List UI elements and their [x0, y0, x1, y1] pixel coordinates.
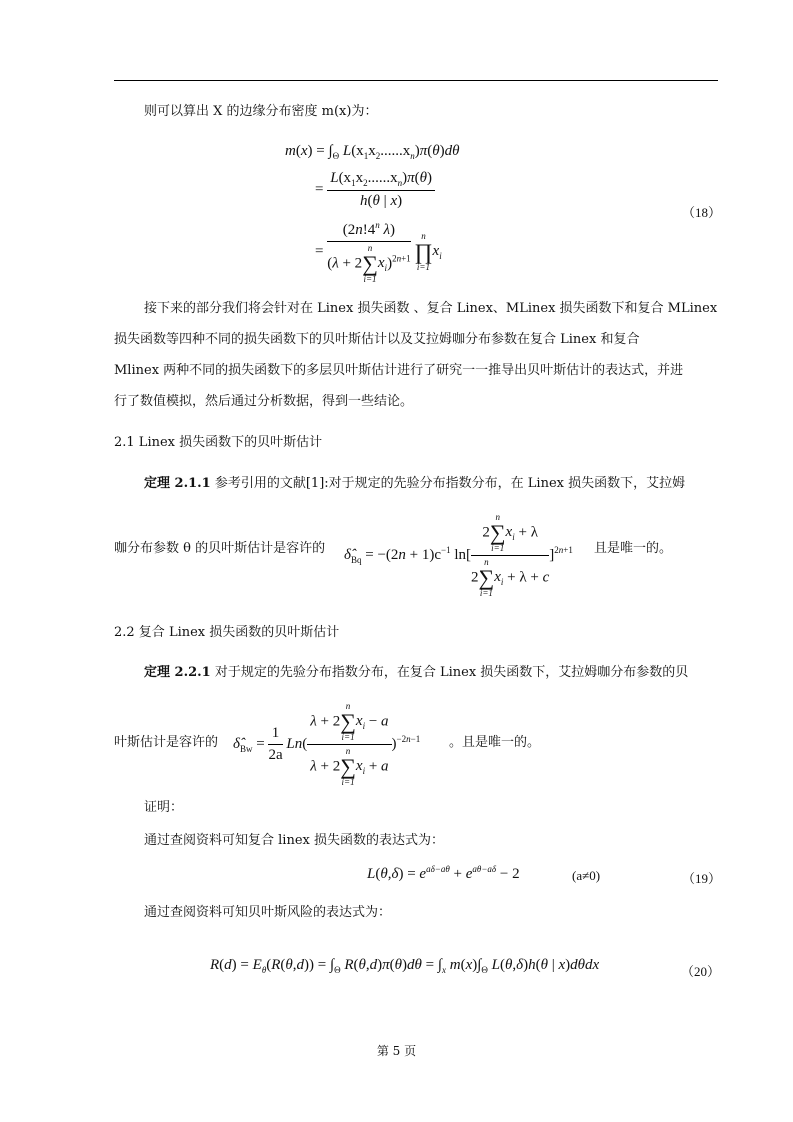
eq18-line1: $m(x) = \int_\Theta$ $L(x_1x_2......x_n)\pi(\theta)d\theta$ [285, 143, 460, 161]
header-rule [114, 80, 718, 81]
theorem-2-1-1-line-1 [144, 476, 685, 492]
theorem-2-2-1-line-2-pre: 叶斯估计是容许的 [114, 735, 219, 750]
eq20-number: （20） [681, 964, 721, 979]
section-heading-2-2: 2.2 复合 Linex 损失函数的贝叶斯估计 [114, 625, 340, 640]
main-paragraph-line-1: 接下来的部分我们将会针对在 Linex 损失函数 、复合 Linex、MLinex 损失函数下和复合 MLinex [144, 301, 718, 316]
intro-paragraph: 则可以算出 X 的边缘分布密度 m(x)为： [144, 104, 378, 119]
risk-paragraph: 通过查阅资料可知贝叶斯风险的表达式为： [144, 905, 392, 920]
main-paragraph-line-2: 损失函数等四种不同的损失函数下的贝叶斯估计以及艾拉姆咖分布参数在复合 Linex 和复合 [114, 332, 640, 347]
section-heading-2-1: 2.1 Linex 损失函数下的贝叶斯估计 [114, 435, 323, 450]
theorem-2-2-1-label: 定理 2.2.1 [144, 665, 211, 680]
main-paragraph-line-3: Mlinex 两种不同的损失函数下的多层贝叶斯估计进行了研究一一推导出贝叶斯估计的表达式，并进 [114, 363, 684, 378]
eq19-condition: (a≠0) [572, 868, 601, 883]
eq18-line2: = $\frac{L(x_1x_2......x_n)\pi(\theta)}{h(\theta | x)}$ [315, 170, 435, 210]
theorem-2-2-1-text: 对于规定的先验分布指数分布，在复合 Linex 损失函数下，艾拉姆咖分布参数的贝 [210, 665, 689, 680]
eq18-number: （18） [682, 205, 722, 220]
eq19-formula: $L(\theta,\delta) = e^{a\delta-a\theta} + e^{a\theta-a\delta} - 2$ [367, 864, 520, 882]
theorem-2-1-1-line-2-pre: 咖分布参数 θ 的贝叶斯估计是容许的 [114, 541, 326, 556]
proof-label: 证明： [144, 800, 184, 815]
theorem-2-1-1-label: 定理 2.1.1 [144, 476, 211, 491]
theorem-2-2-1-formula: $\deltâ_{Bw}$ = $\frac{1}{2a}$ Ln( λ + 2 n ∑ i=1 $x_i - a$ λ + 2 n ∑ i=1 $x_i + a$ )$^{-2n-1}$ [233, 701, 421, 787]
theorem-2-1-1-text: 参考引用的文献[1]:对于规定的先验分布指数分布，在 Linex 损失函数下，艾拉姆 [210, 476, 686, 491]
eq19-number: （19） [682, 871, 722, 886]
theorem-2-2-1-line-1 [144, 665, 688, 681]
theorem-2-1-1-formula: $\deltâ_{Bq} = -(2n + 1)c^{-1}$ ln[ 2 n ∑ i=1 $x_i + \lambda$ 2 n ∑ i=1 $x_i + \lambda + c$ ]$^{2n+1}$ [344, 512, 573, 598]
page-footer: 第 5 页 [376, 1044, 417, 1058]
theorem-2-2-1-line-2-post: 。且是唯一的。 [449, 735, 541, 750]
eq18-line3: = (2n!4$^n$ λ) (λ + 2 n ∑ i=1 $x_i)^{2n+1}$ n ∏ i=1 $x_i$ [315, 220, 442, 284]
main-paragraph-line-4: 行了数值模拟，然后通过分析数据，得到一些结论。 [114, 394, 414, 409]
loss-function-paragraph: 通过查阅资料可知复合 linex 损失函数的表达式为： [144, 833, 444, 848]
theorem-2-1-1-line-2-post: 且是唯一的。 [594, 541, 673, 556]
eq20-formula: $R(d) = E_\theta(R(\theta,d)) = \int_\Theta$ $R(\theta,d)\pi(\theta)d\theta = \int_x$ $m(x)\int_\Theta$ L(θ,δ)h(θ | x)dθdx [210, 957, 600, 975]
